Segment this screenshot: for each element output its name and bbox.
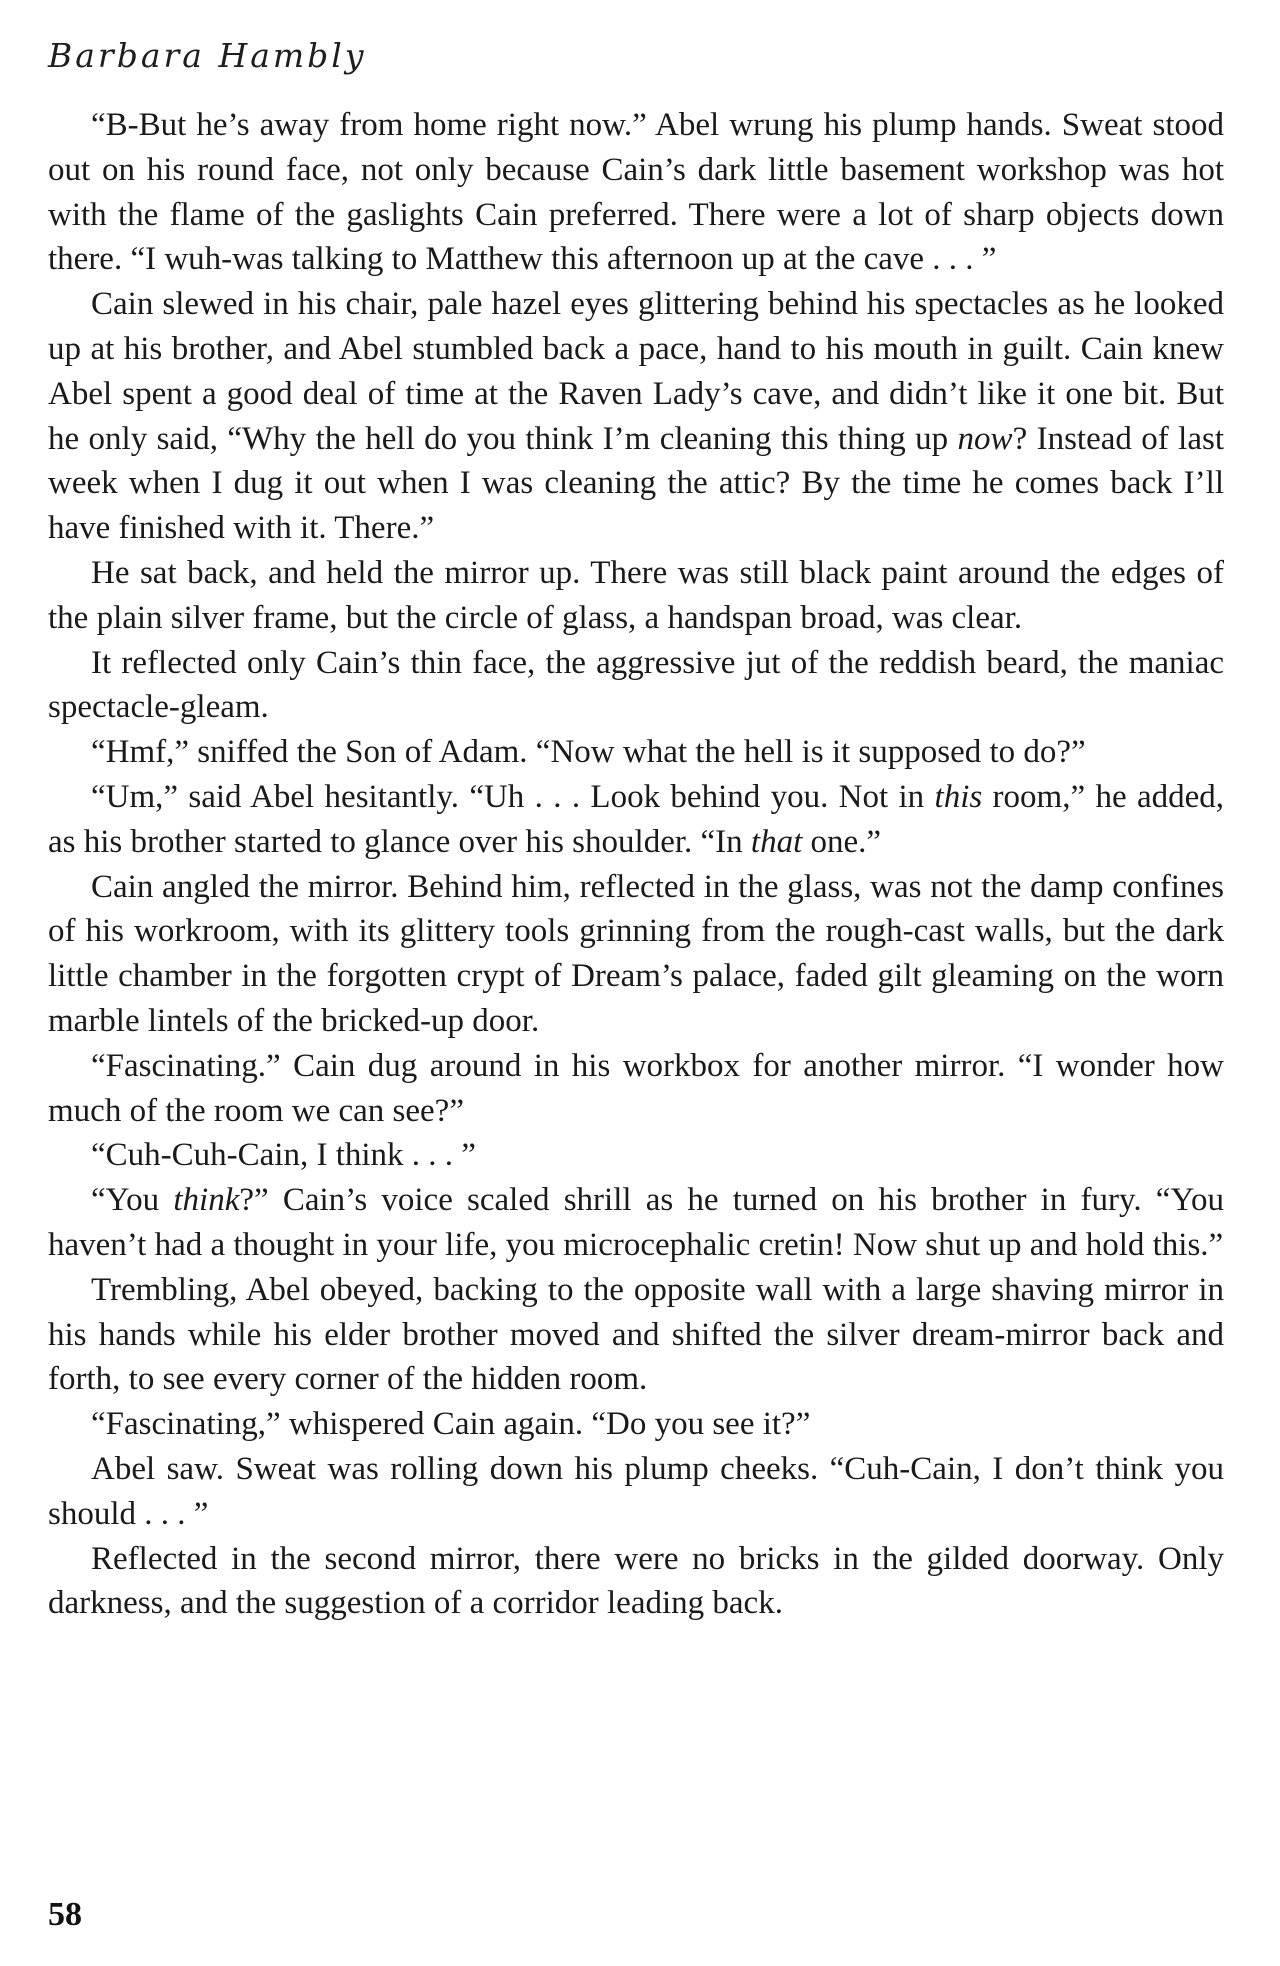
body-text [48,103,1224,1626]
paragraph: “Hmf,” sniffed the Son of Adam. “Now what the hell is it supposed to do?” [91,734,1086,771]
italic-emphasis: this [934,778,983,815]
paragraph: “Cuh-Cuh-Cain, I think . . . ” [91,1137,476,1174]
italic-emphasis: that [750,823,803,860]
paragraph: “Fascinating,” whispered Cain again. “Do you see it?” [91,1406,811,1443]
paragraph: Reflected in the second mirror, there were no bricks in the gilded doorway. Only darkness, and the suggestion of a corridor leading back. [48,1540,1224,1622]
paragraph: “You think?” Cain’s voice scaled shrill as he turned on his brother in fury. “You haven’t had a thought in your life, you microcephalic cretin! Now shut up and hold this.” [48,1182,1224,1263]
paragraph: Trembling, Abel obeyed, backing to the opposite wall with a large shaving mirror in his hands while his elder brother moved and shifted the silver dream-mirror back and forth, to see every corner of the hidden room. [48,1271,1224,1398]
paragraph: He sat back, and held the mirror up. There was still black paint around the edges of the plain silver frame, but the circle of glass, a handspan broad, was clear. [48,554,1224,636]
paragraph: Cain slewed in his chair, pale hazel eyes glittering behind his spectacles as he looked up at his brother, and Abel stumbled back a pace, hand to his mouth in guilt. Cain knew Abel spent a good deal of time at the Raven Lady’s cave, and didn’t like it one bit. But he only said, “Why the hell do you think I’m cleaning this thing up now? Instead of last week when I dug it out when I was cleaning the attic? By the time he comes back I’ll have finished with it. There.” [48,286,1224,547]
paragraph: Abel saw. Sweat was rolling down his plump cheeks. “Cuh-Cain, I don’t think you should . . . ” [48,1450,1224,1532]
paragraph: Cain angled the mirror. Behind him, reflected in the glass, was not the damp confines of his workroom, with its glittery tools grinning from the rough-cast walls, but the dark little chamber in the forgotten crypt of Dream’s palace, faded gilt gleaming on the worn marble lintels of the bricked-up door. [48,868,1224,1039]
italic-emphasis: think [173,1182,240,1219]
paragraph: “Fascinating.” Cain dug around in his workbox for another mirror. “I wonder how much of the room we can see?” [48,1047,1224,1129]
page-number: 58 [48,1896,82,1933]
paragraph: It reflected only Cain’s thin face, the aggressive jut of the reddish beard, the maniac spectacle-gleam. [48,644,1224,726]
running-head-author: Barbara Hambly [48,36,367,75]
paragraph: “B-But he’s away from home right now.” Abel wrung his plump hands. Sweat stood out on his round face, not only because Cain’s dark little basement workshop was hot with the flame of the gaslights Cain preferred. There were a lot of sharp objects down there. “I wuh-was talking to Matthew this afternoon up at the cave . . . ” [48,107,1224,278]
italic-emphasis: now [957,420,1013,457]
paragraph: “Um,” said Abel hesitantly. “Uh . . . Look behind you. Not in this room,” he added, as his brother started to glance over his shoulder. “In that one.” [48,778,1224,860]
